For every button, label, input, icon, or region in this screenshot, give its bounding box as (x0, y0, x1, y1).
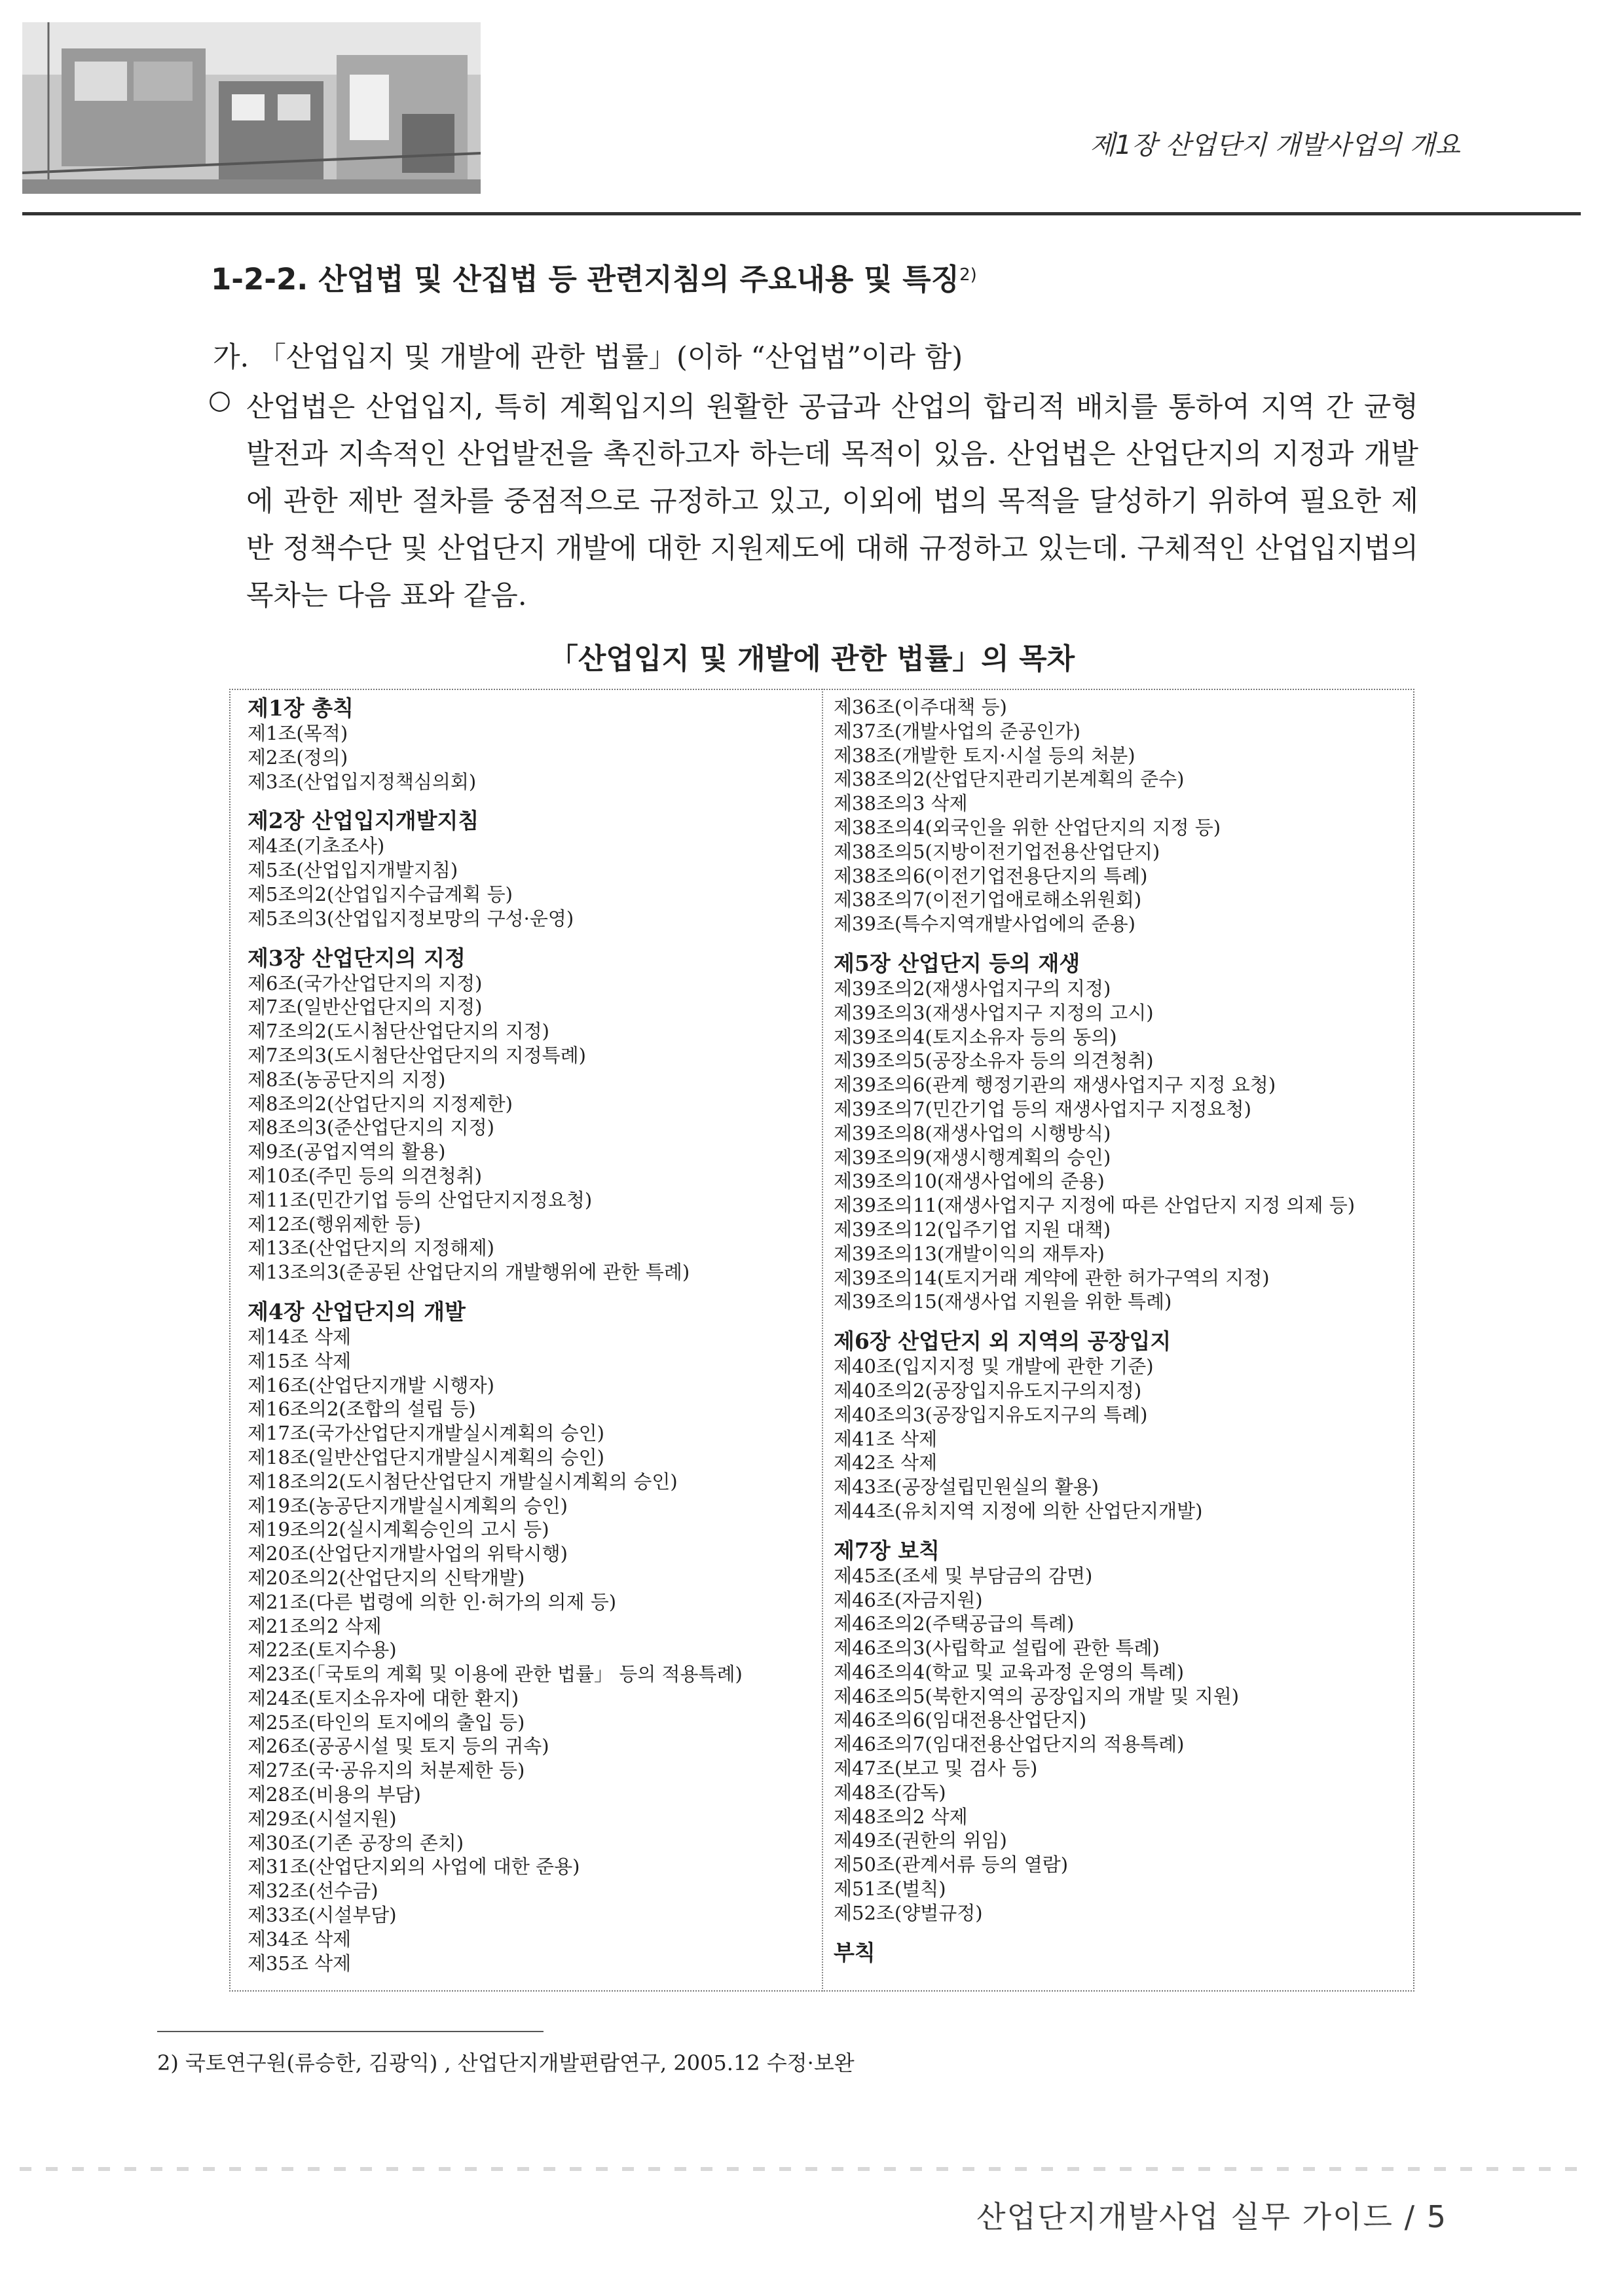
toc-article: 제39조의5(공장소유자 등의 의견청취) (834, 1049, 1154, 1072)
section-heading (211, 255, 977, 298)
sub-heading: 가. 「산업입지 및 개발에 관한 법률」(이하 “산업법”이라 함) (213, 341, 963, 374)
toc-chapter-title: 제1장 총칙 (248, 695, 354, 721)
toc-article: 제39조의2(재생사업지구의 지정) (834, 977, 1111, 1000)
toc-article: 제30조(기존 공장의 존치) (248, 1831, 464, 1854)
toc-article: 제7조(일반산업단지의 지정) (248, 996, 483, 1019)
toc-chapter (834, 695, 1410, 936)
toc-article: 제46조의3(사립학교 설립에 관한 특례) (834, 1637, 1160, 1660)
toc-article: 제18조(일반산업단지개발실시계획의 승인) (248, 1446, 604, 1468)
header-photo (22, 22, 481, 194)
toc-article: 제13조의3(준공된 산업단지의 개발행위에 관한 특례) (248, 1261, 690, 1284)
toc-article: 제46조의2(주택공급의 특례) (834, 1613, 1075, 1635)
toc-chapter-title: 제5장 산업단지 등의 재생 (834, 950, 1080, 976)
toc-article: 제9조(공업지역의 활용) (248, 1140, 446, 1163)
toc-article: 제21조(다른 법령에 의한 인·허가의 의제 등) (248, 1590, 617, 1613)
toc-chapter (834, 1940, 1410, 1966)
toc-article: 제20조의2(산업단지의 신탁개발) (248, 1566, 525, 1589)
toc-article: 제46조의6(임대전용산업단지) (834, 1709, 1087, 1732)
toc-article: 제18조의2(도시첨단산업단지 개발실시계획의 승인) (248, 1470, 678, 1493)
toc-article: 제40조(입지지정 및 개발에 관한 기준) (834, 1355, 1154, 1378)
toc-article: 제46조의5(북한지역의 공장입지의 개발 및 지원) (834, 1685, 1240, 1707)
toc-article: 제49조(권한의 위임) (834, 1829, 1007, 1852)
header-divider (22, 212, 1581, 215)
toc-article: 제12조(행위제한 등) (248, 1212, 421, 1235)
toc-article: 제43조(공장설립민원실의 활용) (834, 1476, 1099, 1499)
toc-article: 제39조(특수지역개발사업에의 준용) (834, 913, 1135, 936)
toc-article: 제8조의3(준산업단지의 지정) (248, 1116, 494, 1139)
toc-chapter-title: 제7장 보칙 (834, 1537, 940, 1563)
toc-article: 제1조(목적) (248, 722, 348, 744)
toc-article: 제36조(이주대책 등) (834, 696, 1007, 718)
page-footer: 산업단지개발사업 실무 가이드 / 5 (976, 2199, 1447, 2234)
toc-article: 제46조(자금지원) (834, 1588, 983, 1611)
bullet-mark: ○ (208, 385, 231, 415)
toc-chapter (248, 945, 811, 1285)
toc-left-column (248, 695, 811, 1975)
footnote: 2) 국토연구원(류승한, 김광익) , 산업단지개발편람연구, 2005.12 수정·보완 (157, 2050, 855, 2075)
table-caption: 「산업입지 및 개발에 관한 법률」의 목차 (549, 642, 1075, 676)
toc-article: 제14조 삭제 (248, 1325, 352, 1348)
section-heading-text: 1-2-2. 산업법 및 산집법 등 관련지침의 주요내용 및 특징 (211, 262, 960, 297)
toc-chapter-title: 부칙 (834, 1939, 876, 1965)
toc-article: 제50조(관계서류 등의 열람) (834, 1853, 1069, 1876)
toc-article: 제40조의3(공장입지유도지구의 특례) (834, 1403, 1148, 1426)
toc-article: 제47조(보고 및 검사 등) (834, 1757, 1038, 1780)
toc-article: 제33조(시설부담) (248, 1904, 397, 1927)
toc-article: 제39조의13(개발이익의 재투자) (834, 1242, 1105, 1265)
toc-article: 제16조(산업단지개발 시행자) (248, 1374, 494, 1396)
footnote-divider (157, 2031, 544, 2032)
toc-article: 제46조의4(학교 및 교육과정 운영의 특례) (834, 1660, 1185, 1683)
toc-article: 제7조의3(도시첨단산업단지의 지정특례) (248, 1044, 586, 1066)
toc-chapter-title: 제3장 산업단지의 지정 (248, 945, 466, 971)
toc-article: 제39조의15(재생사업 지원을 위한 특례) (834, 1290, 1172, 1313)
toc-article: 제39조의7(민간기업 등의 재생사업지구 지정요청) (834, 1097, 1251, 1120)
toc-chapter (248, 695, 811, 793)
toc-article: 제38조(개발한 토지·시설 등의 처분) (834, 744, 1135, 767)
toc-chapter (834, 1538, 1410, 1925)
toc-article: 제48조의2 삭제 (834, 1805, 968, 1828)
toc-chapter-title: 제4장 산업단지의 개발 (248, 1298, 466, 1324)
toc-article: 제51조(벌칙) (834, 1878, 946, 1901)
toc-article: 제39조의3(재생사업지구 지정의 고시) (834, 1001, 1154, 1024)
toc-article: 제39조의8(재생사업의 시행방식) (834, 1121, 1111, 1144)
toc-article: 제3조(산업입지정책심의회) (248, 770, 477, 793)
toc-article: 제39조의4(토지소유자 등의 동의) (834, 1025, 1117, 1048)
toc-article: 제41조 삭제 (834, 1427, 938, 1450)
toc-article: 제4조(기초조사) (248, 835, 385, 858)
toc-article: 제31조(산업단지외의 사업에 대한 준용) (248, 1855, 580, 1878)
toc-article: 제48조(감독) (834, 1781, 946, 1804)
toc-article: 제38조의2(산업단지관리기본계획의 준수) (834, 768, 1185, 791)
toc-article: 제11조(민간기업 등의 산업단지지정요청) (248, 1188, 593, 1211)
toc-article: 제29조(시설지원) (248, 1807, 397, 1830)
toc-article: 제21조의2 삭제 (248, 1614, 382, 1637)
toc-article: 제23조(「국토의 계획 및 이용에 관한 법률」 등의 적용특례) (248, 1663, 743, 1686)
toc-article: 제39조의10(재생사업에의 준용) (834, 1170, 1105, 1193)
toc-article: 제39조의12(입주기업 지원 대책) (834, 1218, 1111, 1241)
toc-article: 제2조(정의) (248, 746, 348, 769)
toc-article: 제37조(개발사업의 준공인가) (834, 720, 1080, 742)
toc-article: 제38조의6(이전기업전용단지의 특례) (834, 864, 1148, 887)
toc-article: 제7조의2(도시첨단산업단지의 지정) (248, 1020, 549, 1043)
toc-article: 제40조의2(공장입지유도지구의지정) (834, 1379, 1142, 1402)
toc-article: 제52조(양벌규정) (834, 1901, 983, 1924)
toc-article: 제34조 삭제 (248, 1927, 352, 1950)
toc-article: 제38조의7(이전기업애로해소위원회) (834, 888, 1142, 911)
toc-chapter (834, 1328, 1410, 1523)
toc-article: 제22조(토지수용) (248, 1639, 397, 1662)
toc-chapter-title: 제2장 산업입지개발지침 (248, 808, 479, 834)
toc-article: 제19조의2(실시계획승인의 고시 등) (248, 1518, 549, 1541)
toc-article: 제39조의9(재생시행계획의 승인) (834, 1146, 1111, 1169)
toc-article: 제38조의5(지방이전기업전용산업단지) (834, 840, 1160, 863)
toc-chapter-title: 제6장 산업단지 외 지역의 공장입지 (834, 1328, 1172, 1355)
toc-column-divider (822, 689, 823, 1992)
toc-article: 제39조의11(재생사업지구 지정에 따른 산업단지 지정 의제 등) (834, 1194, 1356, 1217)
toc-article: 제5조의3(산업입지정보망의 구성·운영) (248, 907, 574, 930)
toc-article: 제20조(산업단지개발사업의 위탁시행) (248, 1542, 568, 1565)
toc-article: 제6조(국가산업단지의 지정) (248, 972, 483, 994)
footnote-ref: 2) (959, 265, 977, 285)
toc-article: 제39조의6(관계 행정기관의 재생사업지구 지정 요청) (834, 1074, 1276, 1097)
toc-chapter (834, 951, 1410, 1314)
toc-article: 제44조(유치지역 지정에 의한 산업단지개발) (834, 1499, 1203, 1522)
toc-article: 제46조의7(임대전용산업단지의 적용특례) (834, 1733, 1185, 1756)
toc-article: 제5조의2(산업입지수급계획 등) (248, 883, 513, 905)
toc-article: 제10조(주민 등의 의견청취) (248, 1164, 483, 1187)
toc-article: 제45조(조세 및 부담금의 감면) (834, 1564, 1093, 1587)
toc-article: 제38조의4(외국인을 위한 산업단지의 지정 등) (834, 816, 1221, 839)
toc-article: 제5조(산업입지개발지침) (248, 859, 458, 882)
scan-artifact (20, 2167, 1585, 2171)
toc-article: 제27조(국·공유지의 처분제한 등) (248, 1759, 525, 1782)
toc-article: 제15조 삭제 (248, 1349, 352, 1372)
toc-article: 제13조(산업단지의 지정해제) (248, 1237, 494, 1260)
toc-article: 제28조(비용의 부담) (248, 1783, 421, 1806)
toc-article: 제39조의14(토지거래 계약에 관한 허가구역의 지정) (834, 1266, 1270, 1289)
toc-article: 제8조(농공단지의 지정) (248, 1068, 446, 1091)
toc-article: 제26조(공공시설 및 토지 등의 귀속) (248, 1735, 549, 1758)
toc-chapter (248, 1299, 811, 1976)
body-paragraph: 산업법은 산업입지, 특히 계획입지의 원활한 공급과 산업의 합리적 배치를 통하여 지역 간 균형발전과 지속적인 산업발전을 촉진하고자 하는데 목적이 있음. 산업법은 산업단지의 지정과 개발에 관한 제반 절차를 중점적으로 규정하고 있고, 이외에 법의 목적을 달성하기 위하여 필요한 제반 정책수단 및 산업단지 개발에 대한 지원제도에 대해 규정하고 있는데. 구체적인 산업입지법의 목차는 다음 표와 같음. (246, 391, 1418, 612)
toc-right-column (834, 695, 1410, 1966)
toc-article: 제19조(농공단지개발실시계획의 승인) (248, 1494, 568, 1517)
toc-article: 제42조 삭제 (834, 1451, 938, 1474)
toc-chapter (248, 808, 811, 930)
toc-article: 제35조 삭제 (248, 1952, 352, 1975)
toc-article: 제32조(선수금) (248, 1880, 378, 1903)
toc-article: 제17조(국가산업단지개발실시계획의 승인) (248, 1422, 604, 1445)
toc-article: 제25조(타인의 토지에의 출입 등) (248, 1711, 525, 1734)
toc-article: 제8조의2(산업단지의 지정제한) (248, 1092, 513, 1115)
toc-article: 제38조의3 삭제 (834, 792, 968, 815)
toc-article: 제24조(토지소유자에 대한 환지) (248, 1686, 519, 1709)
toc-article: 제16조의2(조합의 설립 등) (248, 1398, 476, 1421)
chapter-title: 제1장 산업단지 개발사업의 개요 (1090, 130, 1460, 160)
